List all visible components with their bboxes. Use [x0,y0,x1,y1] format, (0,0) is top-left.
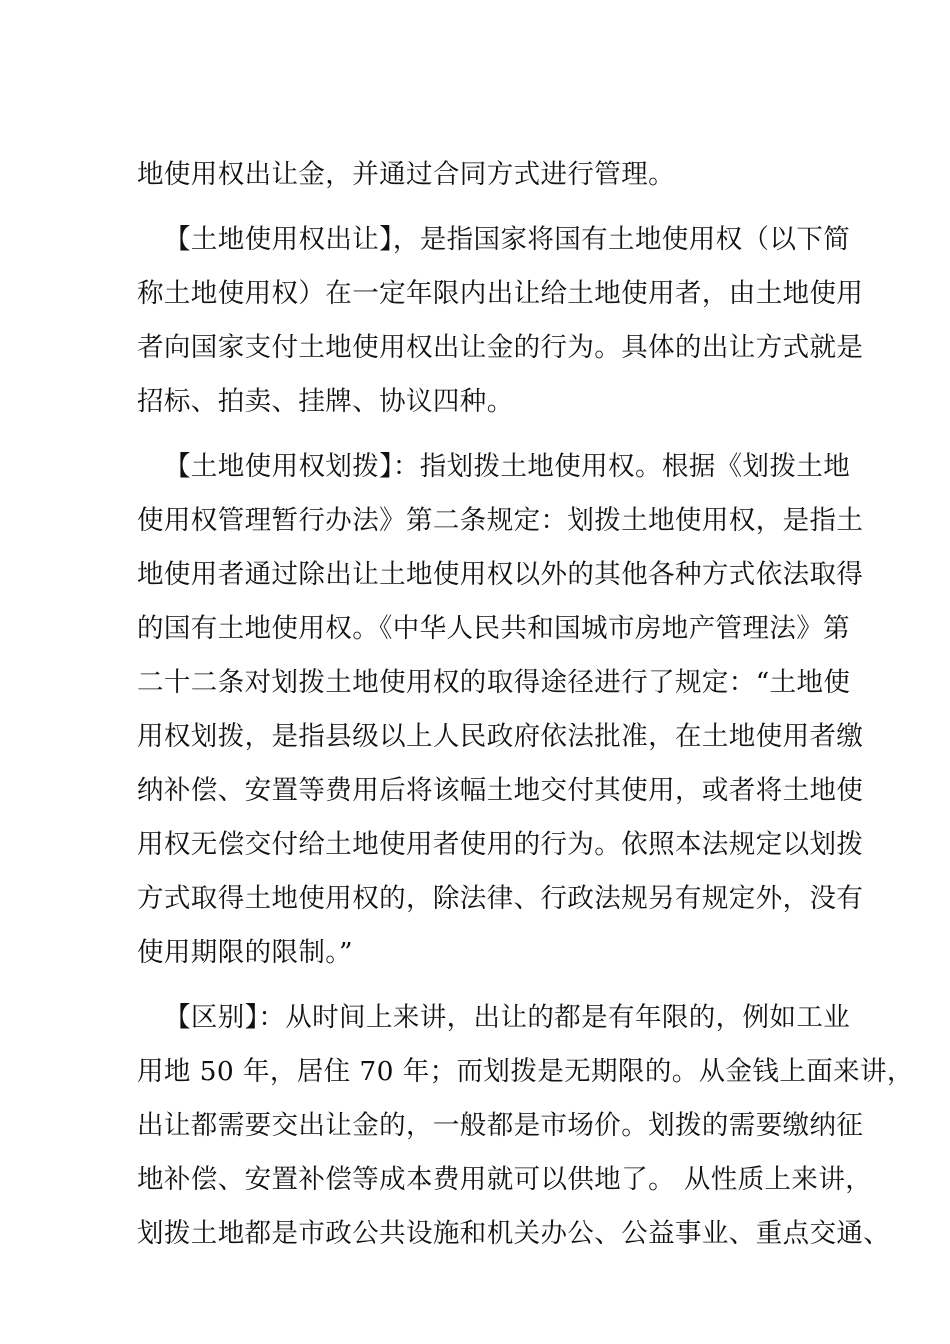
text-line: 地使用者通过除出让土地使用权以外的其他各种方式依法取得 [137,559,864,590]
paragraph-difference [137,991,914,1261]
document-body [137,148,914,1272]
text-line: 招标、拍卖、挂牌、协议四种。 [137,386,514,417]
text-line: 【土地使用权划拨】：指划拨土地使用权。根据《划拨土地 [164,451,851,482]
paragraph-continuation [137,148,853,202]
text-line: 【区别】：从时间上来讲，出让的都是有年限的，例如工业 [164,1002,851,1033]
text-line: 出让都需要交出让金的，一般都是市场价。划拨的需要缴纳征 [137,1110,864,1141]
text-line: 【土地使用权出让】，是指国家将国有土地使用权（以下简 [164,224,851,255]
text-line: 的国有土地使用权。《中华人民共和国城市房地产管理法》第 [137,613,851,644]
text-line: 地使用权出让金，并通过合同方式进行管理。 [137,159,675,190]
paragraph-land-use-right-transfer [137,213,864,429]
text-line: 用权无偿交付给土地使用者使用的行为。依照本法规定以划拨 [137,829,864,860]
text-line: 使用权管理暂行办法》第二条规定：划拨土地使用权，是指土 [137,505,864,536]
text-line: 方式取得土地使用权的，除法律、行政法规另有规定外，没有 [137,883,864,914]
text-line: 称土地使用权）在一定年限内出让给土地使用者，由土地使用 [137,278,864,309]
text-line: 划拨土地都是市政公共设施和机关办公、公益事业、重点交通、 [137,1218,891,1249]
paragraph-land-use-right-allocation [137,440,864,980]
text-line: 二十二条对划拨土地使用权的取得途径进行了规定：“土地使 [137,667,851,698]
text-line: 用权划拨，是指县级以上人民政府依法批准，在土地使用者缴 [137,721,864,752]
text-line: 者向国家支付土地使用权出让金的行为。具体的出让方式就是 [137,332,864,363]
text-line: 纳补偿、安置等费用后将该幅土地交付其使用，或者将土地使 [137,775,864,806]
text-line: 用地 50 年，居住 70 年；而划拨是无期限的。从金钱上面来讲， [137,1056,914,1087]
text-line: 使用期限的限制。” [137,937,353,968]
text-line: 地补偿、安置补偿等成本费用就可以供地了。 从性质上来讲， [137,1164,873,1195]
